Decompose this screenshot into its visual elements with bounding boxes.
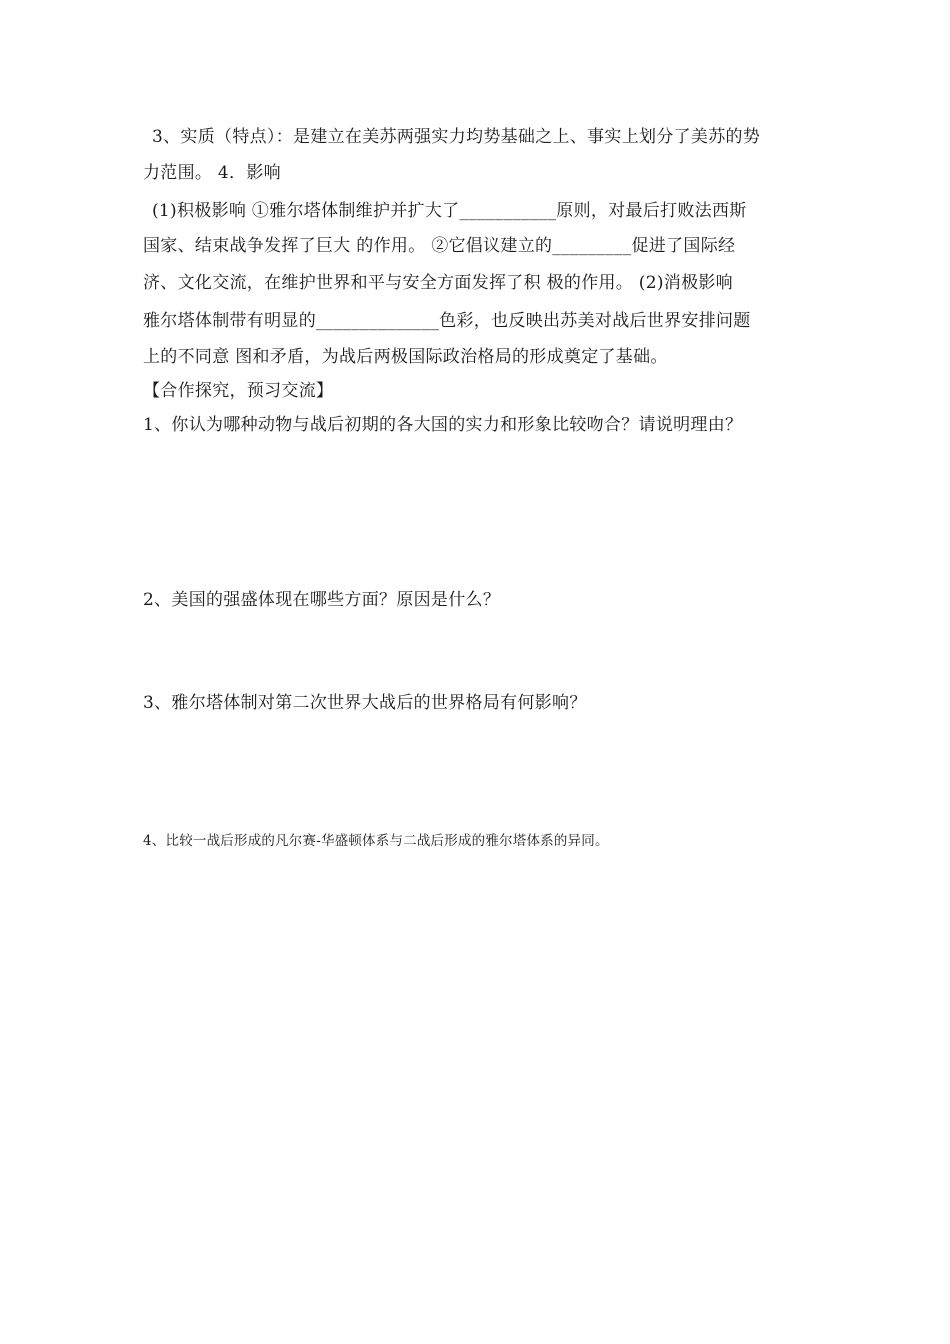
question-1: 1、你认为哪种动物与战后初期的各大国的实力和形象比较吻合？请说明理由？ [143, 415, 743, 435]
question-4: 4、比较一战后形成的凡尔赛-华盛顿体系与二战后形成的雅尔塔体系的异同。 [143, 833, 609, 849]
paragraph-line: (1)积极影响 ①雅尔塔体制维护并扩大了___________原则，对最后打败法西斯 [152, 201, 747, 221]
paragraph-line: 雅尔塔体制带有明显的______________色彩，也反映出苏美对战后世界安排问题 [143, 311, 751, 331]
question-3: 3、雅尔塔体制对第二次世界大战后的世界格局有何影响？ [143, 693, 587, 713]
paragraph-line: 力范围。 4．影响 [143, 163, 281, 183]
paragraph-line: 国家、结束战争发挥了巨大 的作用。 ②它倡议建立的_________促进了国际经 [143, 236, 736, 256]
question-2: 2、美国的强盛体现在哪些方面？原因是什么？ [143, 590, 501, 610]
paragraph-line: 3、实质（特点）：是建立在美苏两强实力均势基础之上、事实上划分了美苏的势 [152, 127, 761, 147]
paragraph-line: 上的不同意 图和矛盾，为战后两极国际政治格局的形成奠定了基础。 [143, 347, 668, 367]
paragraph-line: 济、文化交流，在维护世界和平与安全方面发挥了积 极的作用。 (2)消极影响 [143, 273, 733, 293]
section-heading: 【合作探究，预习交流】 [143, 381, 334, 401]
